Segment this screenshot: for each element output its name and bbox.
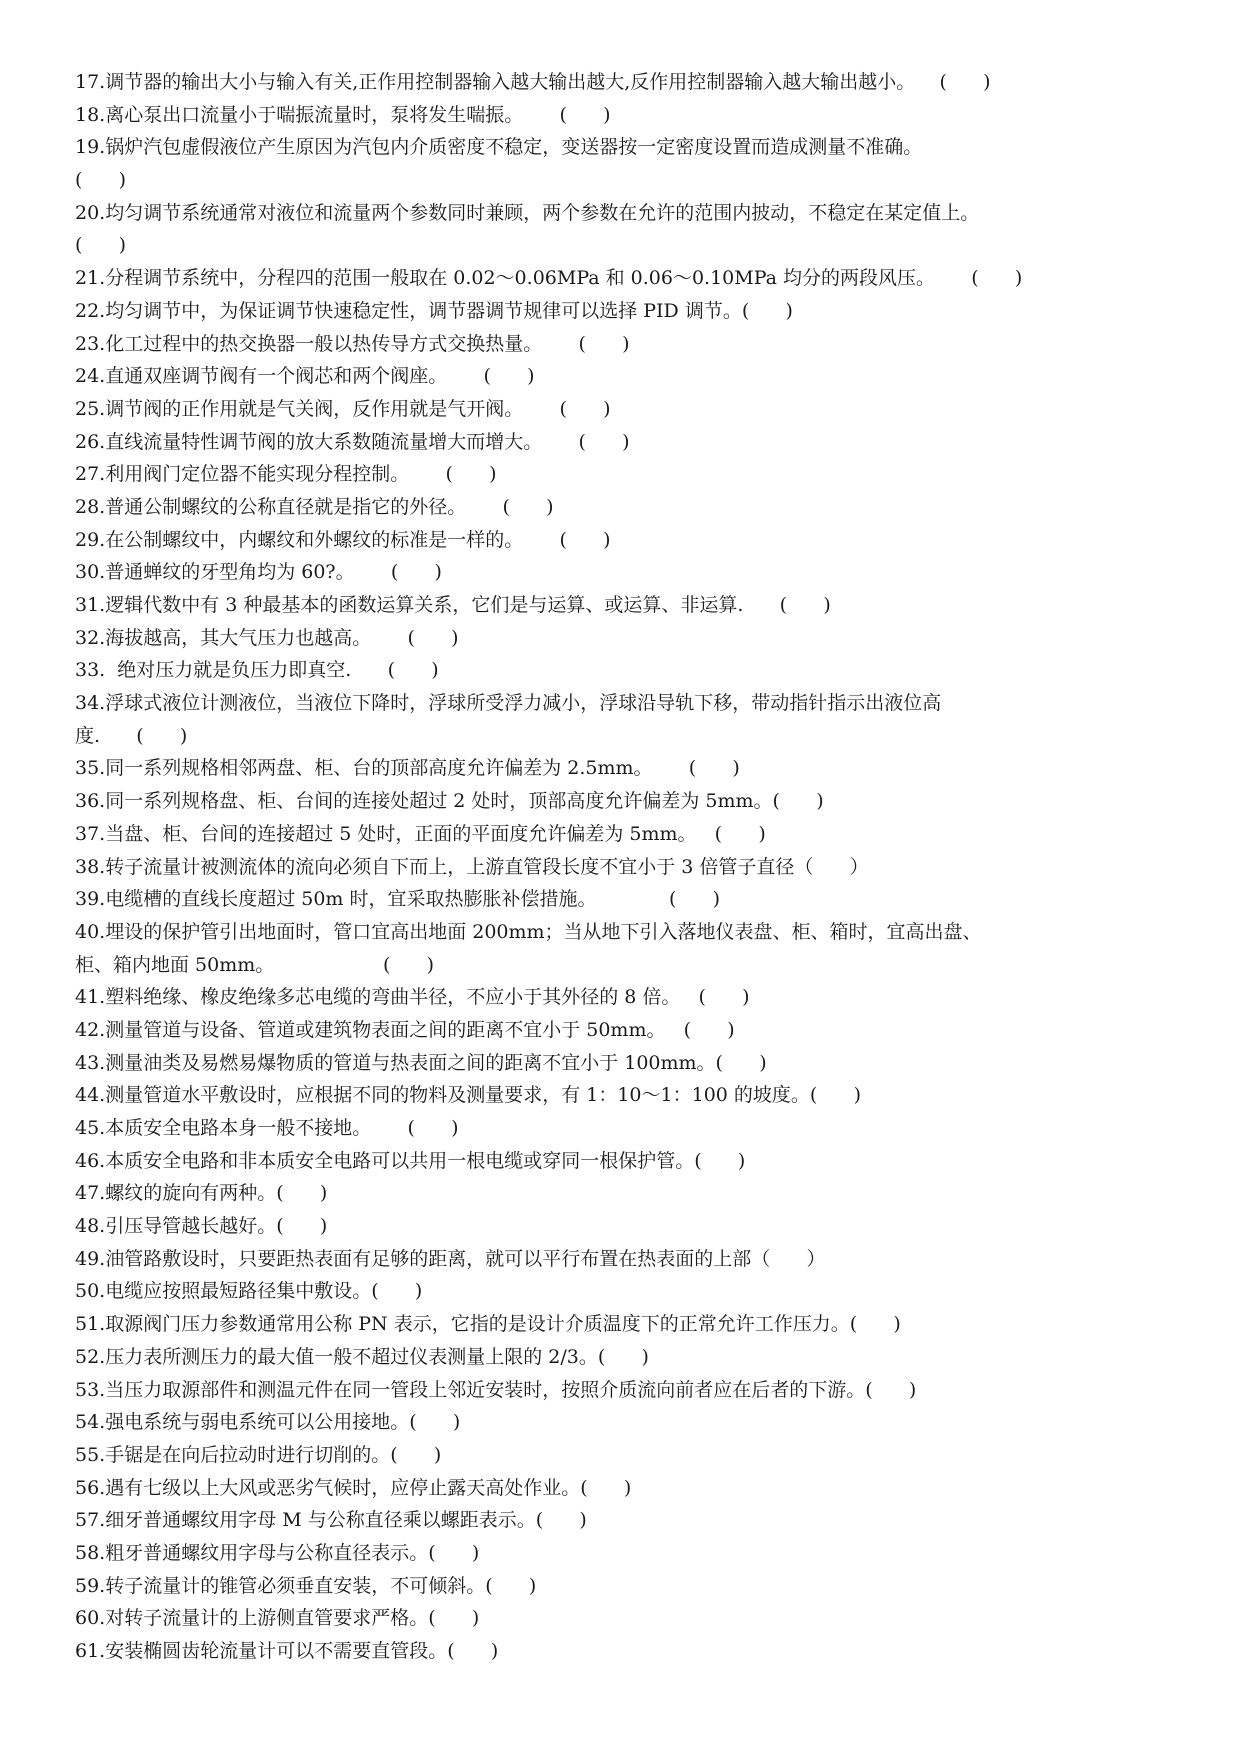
text-line: 柜、箱内地面 50mm。 ( ) [75, 953, 435, 976]
document-page [75, 66, 1175, 1668]
text-line: ( ) [75, 169, 127, 192]
text-line: 58.粗牙普通螺纹用字母与公称直径表示。( ) [75, 1541, 480, 1564]
text-line: 18.离心泵出口流量小于喘振流量时，泵将发生喘振。 ( ) [75, 103, 611, 126]
text-line: 59.转子流量计的锥管必须垂直安装，不可倾斜。( ) [75, 1574, 537, 1597]
text-line: 30.普通蝉纹的牙型角均为 60?。 ( ) [75, 561, 442, 584]
text-line: 57.细牙普通螺纹用字母 M 与公称直径乘以螺距表示。( ) [75, 1509, 587, 1532]
text-line: 21.分程调节系统中，分程四的范围一般取在 0.02～0.06MPa 和 0.06～0.10MPa 均分的两段风压。 ( ) [75, 267, 1023, 290]
text-line: 31.逻辑代数中有 3 种最基本的函数运算关系，它们是与运算、或运算、非运算. ( ) [75, 594, 831, 616]
text-line: 22.均匀调节中，为保证调节快速稳定性，调节器调节规律可以选择 PID 调节。( ) [75, 299, 793, 322]
text-line: 度. ( ) [75, 724, 188, 747]
text-line: 19.锅炉汽包虚假液位产生原因为汽包内介质密度不稳定，变送器按一定密度设置而造成测量不准确。 [75, 136, 923, 159]
text-line: 45.本质安全电路本身一般不接地。 ( ) [75, 1117, 459, 1139]
text-line: 48.引压导管越长越好。( ) [75, 1215, 328, 1238]
text-line: 20.均匀调节系统通常对液位和流量两个参数同时兼顾，两个参数在允许的范围内披动，不稳定在某定值上。 [75, 201, 980, 224]
text-line: 53.当压力取源部件和测温元件在同一管段上邻近安装时，按照介质流向前者应在后者的下游。( ) [75, 1378, 917, 1401]
text-line: ( ) [75, 234, 127, 257]
text-line: 34.浮球式液位计测液位，当液位下降时，浮球所受浮力减小，浮球沿导轨下移，带动指针指示出液位高 [75, 692, 942, 715]
text-line: 39.电缆槽的直线长度超过 50m 时，宜采取热膨胀补偿措施。 ( ) [75, 888, 721, 911]
text-line: 51.取源阀门压力参数通常用公称 PN 表示，它指的是设计介质温度下的正常允许工作压力。( ) [75, 1313, 901, 1336]
text-line: 49.油管路敷设时，只要距热表面有足够的距离，就可以平行布置在热表面的上部（ ） [75, 1247, 826, 1270]
text-line: 47.螺纹的旋向有两种。( ) [75, 1182, 328, 1205]
text-line: 17.调节器的输出大小与输入有关,正作用控制器输入越大输出越大,反作用控制器输入越大输出越小。 ( ) [75, 71, 991, 93]
text-line: 28.普通公制螺纹的公称直径就是指它的外径。 ( ) [75, 495, 554, 518]
text-line: 60.对转子流量计的上游侧直管要求严格。( ) [75, 1607, 480, 1630]
text-line: 24.直通双座调节阀有一个阀芯和两个阀座。 ( ) [75, 365, 535, 388]
text-line: 29.在公制螺纹中，内螺纹和外螺纹的标准是一样的。 ( ) [75, 528, 611, 551]
text-line: 33. 绝对压力就是负压力即真空. ( ) [75, 659, 439, 682]
text-line: 23.化工过程中的热交换器一般以热传导方式交换热量。 ( ) [75, 332, 630, 355]
text-line: 40.埋设的保护管引出地面时，管口宜高出地面 200mm；当从地下引入落地仪表盘、柜、箱时，宜高出盘、 [75, 920, 982, 943]
text-line: 56.遇有七级以上大风或恶劣气候时，应停止露天高处作业。( ) [75, 1476, 632, 1499]
text-line: 61.安装椭圆齿轮流量计可以不需要直管段。( ) [75, 1640, 499, 1662]
text-line: 25.调节阀的正作用就是气关阀，反作用就是气开阀。 ( ) [75, 397, 611, 420]
text-line: 46.本质安全电路和非本质安全电路可以共用一根电缆或穿同一根保护管。( ) [75, 1149, 746, 1172]
text-line: 37.当盘、柜、台间的连接超过 5 处时，正面的平面度允许偏差为 5mm。 ( ) [75, 822, 766, 845]
text-line: 52.压力表所测压力的最大值一般不超过仪表测量上限的 2/3。( ) [75, 1345, 649, 1368]
text-line: 44.测量管道水平敷设时，应根据不同的物料及测量要求，有 1：10～1：100 的坡度。( ) [75, 1084, 861, 1107]
text-line: 54.强电系统与弱电系统可以公用接地。( ) [75, 1411, 461, 1434]
text-line: 38.转子流量计被测流体的流向必须自下而上，上游直管段长度不宜小于 3 倍管子直径（ ） [75, 855, 869, 878]
text-line: 36.同一系列规格盘、柜、台间的连接处超过 2 处时，顶部高度允许偏差为 5mm。( ) [75, 790, 824, 813]
text-line: 35.同一系列规格相邻两盘、柜、台的顶部高度允许偏差为 2.5mm。 ( ) [75, 757, 740, 780]
text-line: 41.塑料绝缘、橡皮绝缘多芯电缆的弯曲半径，不应小于其外径的 8 倍。 ( ) [75, 986, 750, 1009]
text-line: 26.直线流量特性调节阀的放大系数随流量增大而增大。 ( ) [75, 430, 630, 453]
text-line: 55.手锯是在向后拉动时进行切削的。( ) [75, 1443, 442, 1466]
text-line: 32.海拔越高，其大气压力也越高。 ( ) [75, 626, 459, 649]
text-line: 50.电缆应按照最短路径集中敷设。( ) [75, 1280, 423, 1303]
text-line: 27.利用阀门定位器不能实现分程控制。 ( ) [75, 463, 497, 486]
text-line: 43.测量油类及易燃易爆物质的管道与热表面之间的距离不宜小于 100mm。( ) [75, 1051, 767, 1074]
text-line: 42.测量管道与设备、管道或建筑物表面之间的距离不宜小于 50mm。 ( ) [75, 1018, 735, 1041]
